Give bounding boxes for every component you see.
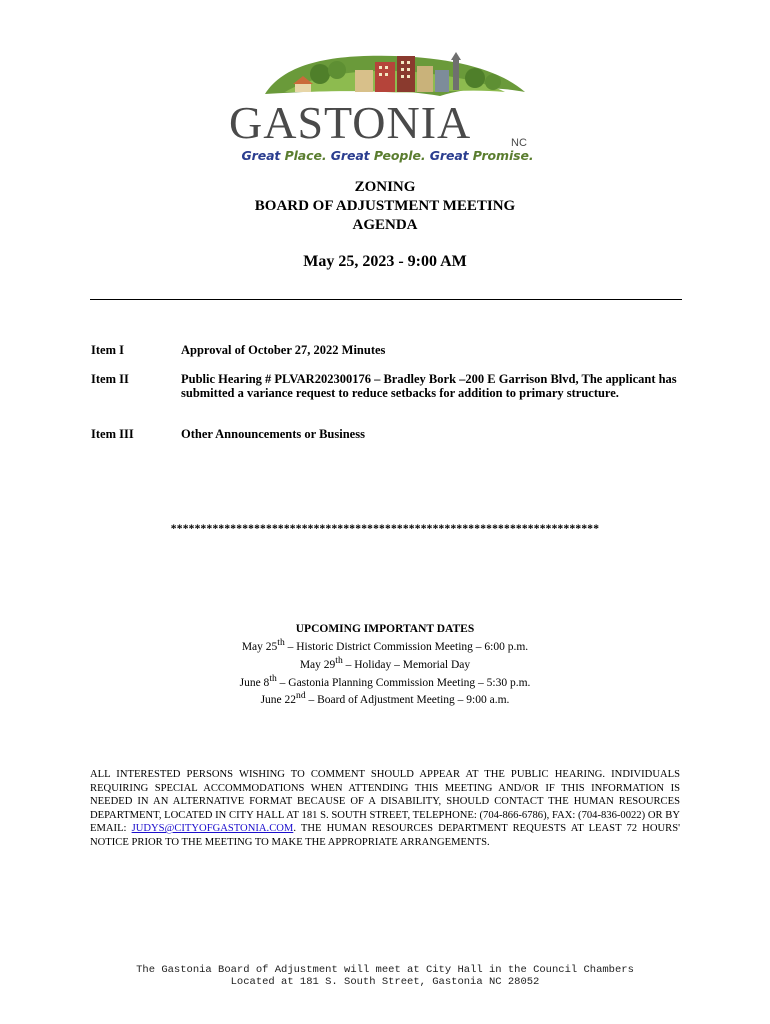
footer-line-1: The Gastonia Board of Adjustment will meet at City Hall in the Council Chambers bbox=[136, 964, 634, 976]
title-line-zoning: ZONING bbox=[354, 179, 416, 195]
asterisk-separator: ************************************************************************ bbox=[170, 523, 600, 535]
date-entry: May 29th – Holiday – Memorial Day bbox=[299, 654, 471, 671]
agenda-item-label: Item I bbox=[91, 343, 124, 357]
upcoming-dates-heading: UPCOMING IMPORTANT DATES bbox=[295, 623, 475, 635]
svg-text:GASTONIA: GASTONIA bbox=[229, 97, 472, 148]
date-entry: May 25th – Historic District Commission Meeting – 6:00 p.m. bbox=[241, 637, 529, 653]
agenda-title bbox=[0, 178, 770, 235]
public-notice: ALL INTERESTED PERSONS WISHING TO COMMENT SHOULD APPEAR AT THE PUBLIC HEARING. INDIVIDUALS REQUIRING SPECIAL ACCOMMODATIONS WHEN ATTENDING THIS MEETING AND/OR IF THIS INFORMATION IS NEEDED IN AN ALTERNATIVE FORMAT BECAUSE OF A DISABILITY, SHOULD CONTACT THE HUMAN RESOURCES DEPARTMENT, LOCATED IN CITY HALL AT 181 S. SOUTH STREET, TELEPHONE: (704-866-6786), FAX: (704-836-0022) OR BY EMAIL: JUDYS@CITYOFGASTONIA.COM. THE HUMAN RESOURCES DEPARTMENT REQUESTS AT LEAST 72 HOURS' NOTICE PRIOR TO THE MEETING TO MAKE THE APPROPRIATE ARRANGEMENTS. bbox=[90, 769, 680, 848]
agenda-item-label: Item II bbox=[91, 372, 129, 386]
agenda-item-text: Approval of October 27, 2022 Minutes bbox=[181, 343, 386, 357]
title-line-board: BOARD OF ADJUSTMENT MEETING bbox=[254, 198, 516, 214]
agenda-item-label: Item III bbox=[91, 427, 134, 441]
footer-line-2: Located at 181 S. South Street, Gastonia NC 28052 bbox=[230, 976, 540, 988]
meeting-date: May 25, 2023 - 9:00 AM bbox=[303, 253, 467, 270]
logo-tagline: Great Place. Great People. Great Promise. bbox=[241, 148, 534, 163]
horizontal-rule bbox=[90, 299, 682, 300]
gastonia-logo bbox=[225, 52, 550, 164]
footer-location bbox=[0, 964, 770, 988]
upcoming-dates bbox=[0, 622, 770, 707]
date-entry: June 22nd – Board of Adjustment Meeting – 9:00 a.m. bbox=[260, 690, 510, 707]
svg-text:NC: NC bbox=[511, 137, 527, 148]
date-entry: June 8th – Gastonia Planning Commission Meeting – 5:30 p.m. bbox=[239, 672, 531, 689]
title-line-agenda: AGENDA bbox=[352, 217, 418, 233]
agenda-item-text: Public Hearing # PLVAR202300176 – Bradley Bork –200 E Garrison Blvd, The applicant has submitted a variance request to reduce setbacks for addition to primary structure. bbox=[181, 372, 677, 400]
city-skyline-logo-art bbox=[225, 52, 550, 148]
agenda-item-text: Other Announcements or Business bbox=[181, 427, 365, 441]
hr-email-link[interactable]: JUDYS@CITYOFGASTONIA.COM bbox=[131, 823, 294, 834]
